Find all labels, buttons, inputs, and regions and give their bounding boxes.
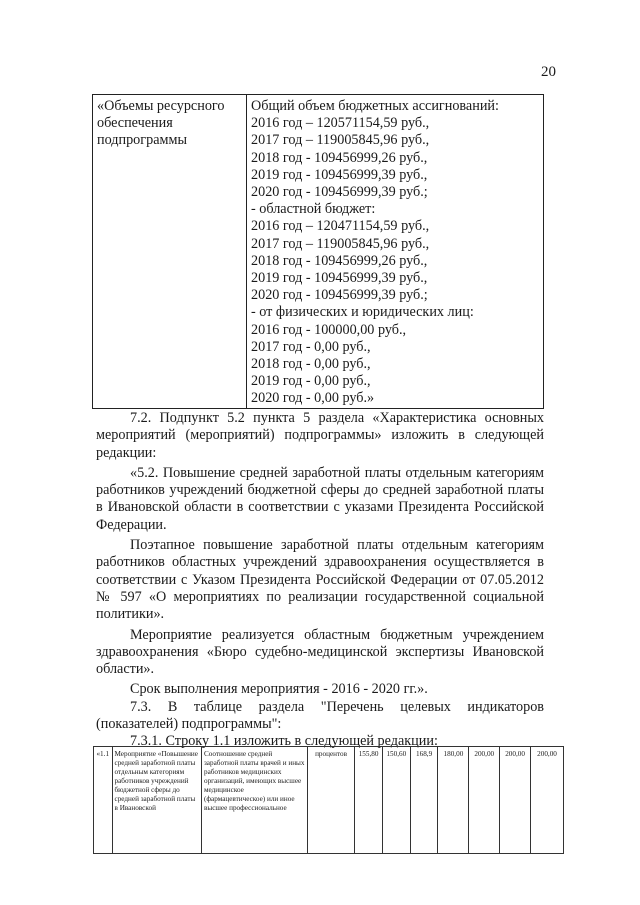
table-row <box>94 747 564 854</box>
resource-line: 2019 год - 109456999,39 руб., <box>251 270 428 287</box>
resource-line: 2016 год – 120471154,59 руб., <box>251 218 430 235</box>
indicator-value: 200,00 <box>469 747 500 854</box>
resource-line: 2019 год - 109456999,39 руб., <box>251 166 428 183</box>
indicator-event-name: Мероприятие «Повышение средней заработной платы отдельным категориям работников учреждений бюджетной сферы до средней заработной платы в Ивановской <box>112 747 201 854</box>
resource-line: 2020 год - 109456999,39 руб.; <box>251 184 428 201</box>
indicator-value: 155,80 <box>355 747 383 854</box>
resource-table-label: «Объемы ресурсного обеспечения подпрограммы <box>93 95 247 409</box>
resource-provision-table <box>92 94 544 409</box>
resource-line: 2017 год - 0,00 руб., <box>251 338 371 355</box>
resource-line: Общий объем бюджетных ассигнований: <box>251 98 499 114</box>
indicator-value: 200,00 <box>500 747 531 854</box>
resource-line: - от физических и юридических лиц: <box>251 304 474 321</box>
indicator-unit: процентов <box>307 747 354 854</box>
resource-line: 2020 год - 0,00 руб.» <box>251 390 375 407</box>
paragraph-7-3: 7.3. В таблице раздела "Перечень целевых индикаторов (показателей) подпрограммы": <box>96 698 544 733</box>
resource-table-values <box>247 95 544 409</box>
resource-line: 2018 год - 109456999,26 руб., <box>251 149 428 166</box>
indicator-value: 168,9 <box>410 747 438 854</box>
paragraph-7-3-1: 7.3.1. Строку 1.1 изложить в следующей редакции: <box>130 733 438 750</box>
paragraph-event-implementer: Мероприятие реализуется областным бюджетным учреждением здравоохранения «Бюро судебно-медицинской экспертизы Ивановской области». <box>96 626 544 678</box>
indicator-name: Соотношение средней заработной платы врачей и иных работников медицинских организаций, имеющих высшее медицинское (фармацевтическое) или иное высшее профессиональное <box>201 747 307 854</box>
paragraph-7-2: 7.2. Подпункт 5.2 пункта 5 раздела «Характеристика основных мероприятий (мероприятий) подпрограммы» изложить в следующей редакции: <box>96 410 544 461</box>
resource-line: 2018 год - 109456999,26 руб., <box>251 252 428 269</box>
resource-line: - областной бюджет: <box>251 201 376 218</box>
indicator-value: 180,00 <box>438 747 469 854</box>
paragraph-5-2: «5.2. Повышение средней заработной платы отдельным категориям работников учреждений бюджетной сферы до средней заработной платы в Ивановской области в соответствии с указами Президента Российской Федерации. <box>96 464 544 533</box>
resource-line: 2017 год – 119005845,96 руб., <box>251 132 430 149</box>
resource-line: 2018 год - 0,00 руб., <box>251 356 371 373</box>
resource-line: 2016 год - 100000,00 руб., <box>251 321 407 338</box>
indicator-table <box>93 746 564 854</box>
paragraph-salary-increase: Поэтапное повышение заработной платы отдельным категориям работников областных учреждений здравоохранения осуществляется в соответствии с Указом Президента Российской Федерации от 07.05.2012 № 597 «О мероприятиях по реализации государственной социальной политики». <box>96 537 544 623</box>
resource-line: 2016 год – 120571154,59 руб., <box>251 115 430 132</box>
indicator-value: 150,60 <box>382 747 410 854</box>
document-body <box>96 410 544 751</box>
indicator-value: 200,00 <box>531 747 564 854</box>
page-number: 20 <box>541 64 556 80</box>
paragraph-deadline: Срок выполнения мероприятия - 2016 - 2020 гг.». <box>130 681 428 698</box>
resource-line: 2017 год – 119005845,96 руб., <box>251 235 430 252</box>
resource-line: 2020 год - 109456999,39 руб.; <box>251 287 428 304</box>
resource-line: 2019 год - 0,00 руб., <box>251 373 371 390</box>
indicator-row-number: «1.1 <box>94 747 113 854</box>
